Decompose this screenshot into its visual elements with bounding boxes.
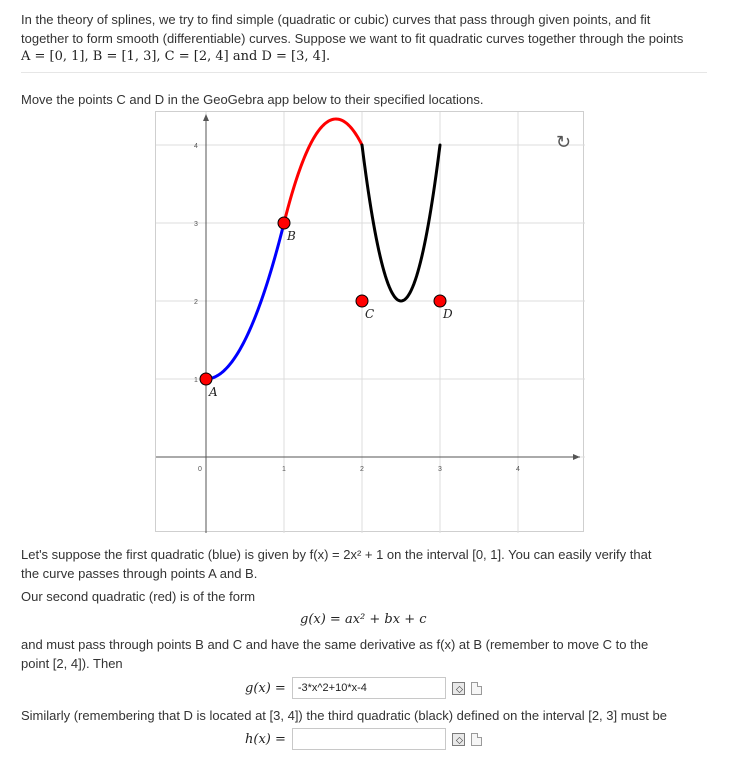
point-B[interactable] (278, 217, 290, 229)
point-label-C: C (365, 307, 375, 321)
help-document-icon[interactable] (471, 733, 482, 746)
h-label: h(x) = (245, 731, 286, 747)
point-C[interactable] (356, 295, 368, 307)
point-label-D: D (443, 307, 453, 321)
g-form-formula: g(x) = ax² + bx + c (300, 612, 427, 627)
move-instruction: Move the points C and D in the GeoGebra app below to their specified locations. (21, 92, 484, 107)
applet-graph[interactable] (156, 112, 585, 533)
suppose-line-2: the curve passes through points A and B. (21, 566, 258, 581)
y-tick-label: 3 (194, 221, 198, 228)
intro-line-3: A = [0, 1], B = [1, 3], C = [2, 4] and D = [3, 4]. (21, 49, 331, 64)
must-pass-line-2: point [2, 4]). Then (21, 656, 123, 671)
second-quadratic-text: Our second quadratic (red) is of the form (21, 589, 256, 604)
y-tick-label: 1 (194, 377, 198, 384)
g-answer-input[interactable] (292, 677, 446, 699)
h-answer-input[interactable] (292, 728, 446, 750)
point-D[interactable] (434, 295, 446, 307)
suppose-line-1: Let's suppose the first quadratic (blue) is given by f(x) = 2x² + 1 on the interval [0, 1]. You can easily verify that (21, 547, 652, 562)
intro-line-2: together to form smooth (differentiable) curves. Suppose we want to fit quadratic curves together through the points (21, 31, 684, 46)
red-quadratic-curve (284, 119, 362, 223)
h-answer-row (245, 728, 482, 750)
point-label-A: A (209, 385, 218, 399)
help-document-icon[interactable] (471, 682, 482, 695)
intro-line-1: In the theory of splines, we try to find simple (quadratic or cubic) curves that pass through given points, and fit (21, 12, 651, 27)
point-A[interactable] (200, 373, 212, 385)
point-label-B: B (287, 229, 296, 243)
g-answer-row (245, 677, 482, 699)
x-tick-label: 0 (198, 466, 202, 473)
divider (21, 72, 707, 73)
y-axis-arrow (203, 114, 209, 121)
must-pass-line-1: and must pass through points B and C and have the same derivative as f(x) at B (remember to move C to the (21, 637, 649, 652)
x-axis-arrow (573, 454, 580, 460)
x-tick-label: 4 (516, 466, 520, 473)
refresh-icon[interactable]: ↻ (555, 132, 571, 153)
x-tick-label: 1 (282, 466, 286, 473)
g-label: g(x) = (245, 680, 286, 696)
geogebra-applet[interactable] (155, 111, 584, 532)
similarly-text: Similarly (remembering that D is located at [3, 4]) the third quadratic (black) defined on the interval [2, 3] must be (21, 708, 667, 723)
preview-icon[interactable] (452, 682, 465, 695)
preview-icon[interactable] (452, 733, 465, 746)
y-tick-label: 2 (194, 299, 198, 306)
x-tick-label: 3 (438, 466, 442, 473)
x-tick-label: 2 (360, 466, 364, 473)
y-tick-label: 4 (194, 143, 198, 150)
